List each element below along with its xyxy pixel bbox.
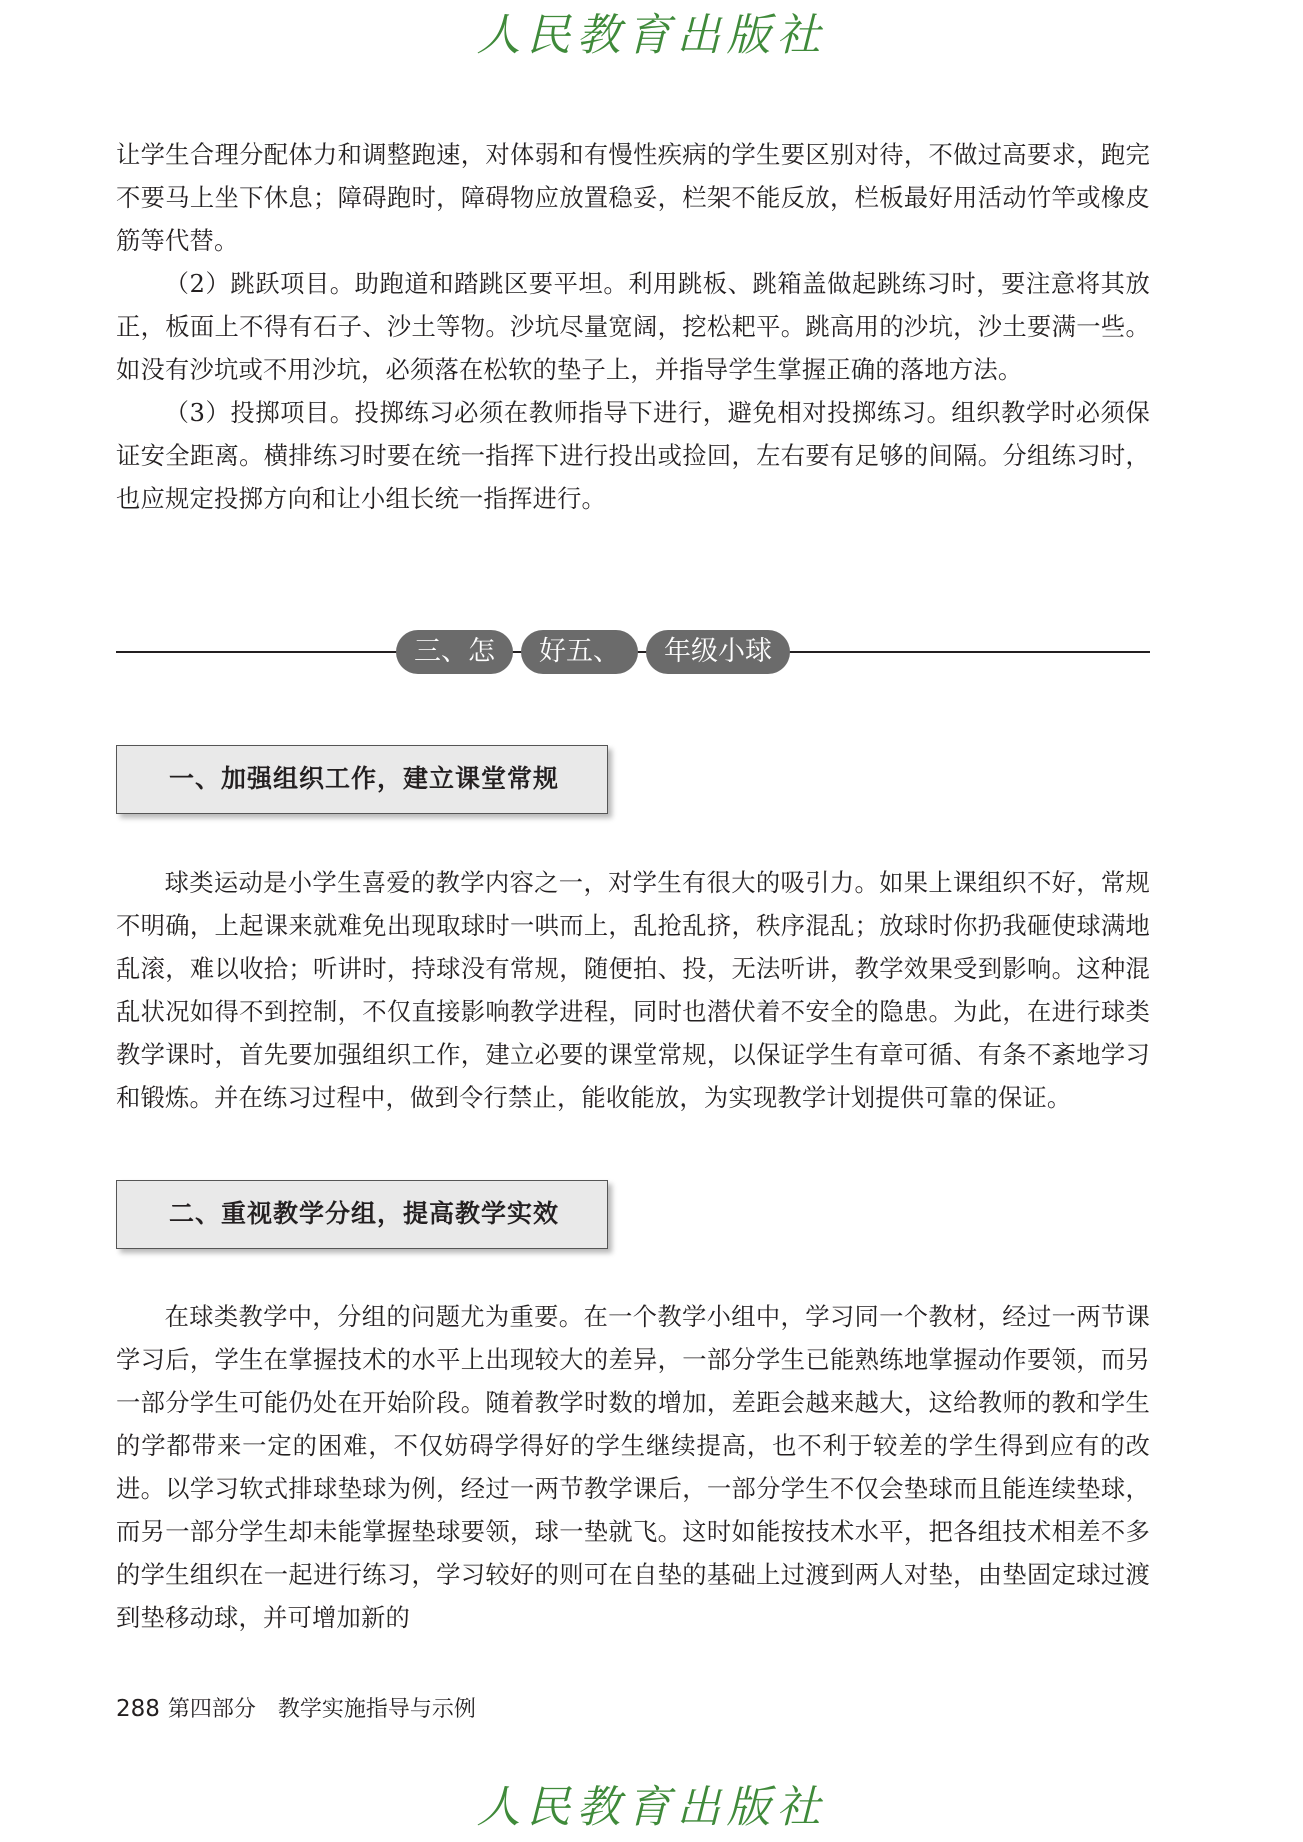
section-heading-pills bbox=[396, 627, 790, 677]
paragraph-running-safety: 让学生合理分配体力和调整跑速，对体弱和有慢性疾病的学生要区别对待，不做过高要求，跑完不要马上坐下休息；障碍跑时，障碍物应放置稳妥，栏架不能反放，栏板最好用活动竹竿或橡皮筋等代替。 bbox=[116, 140, 1150, 255]
subsection-heading-2 bbox=[116, 1180, 608, 1249]
subsection-heading-1 bbox=[116, 745, 608, 814]
section-heading bbox=[116, 627, 1150, 677]
publisher-logo-top: 人民教育出版社 bbox=[476, 10, 827, 61]
subsection-2-body bbox=[116, 1295, 1150, 1639]
paragraph-organization: 球类运动是小学生喜爱的教学内容之一，对学生有很大的吸引力。如果上课组织不好，常规不明确，上起课来就难免出现取球时一哄而上，乱抢乱挤，秩序混乱；放球时你扔我砸使球满地乱滚，难以收拾；听讲时，持球没有常规，随便拍、投，无法听讲，教学效果受到影响。这种混乱状况如得不到控制，不仅直接影响教学进程，同时也潜伏着不安全的隐患。为此，在进行球类教学课时，首先要加强组织工作，建立必要的课堂常规，以保证学生有章可循、有条不紊地学习和锻炼。并在练习过程中，做到令行禁止，能收能放，为实现教学计划提供可靠的保证。 bbox=[116, 868, 1150, 1112]
paragraph-throwing: （3）投掷项目。投掷练习必须在教师指导下进行，避免相对投掷练习。组织教学时必须保证安全距离。横排练习时要在统一指挥下进行投出或捡回，左右要有足够的间隔。分组练习时，也应规定投掷方向和让小组长统一指挥进行。 bbox=[116, 398, 1150, 513]
footer-part-title: 第四部分 bbox=[167, 1697, 256, 1722]
top-paragraphs bbox=[116, 133, 1150, 520]
page-footer bbox=[116, 1694, 476, 1725]
subsection-1-body bbox=[116, 861, 1150, 1119]
paragraph-grouping: 在球类教学中，分组的问题尤为重要。在一个教学小组中，学习同一个教材，经过一两节课学习后，学生在掌握技术的水平上出现较大的差异，一部分学生已能熟练地掌握动作要领，而另一部分学生可能仍处在开始阶段。随着教学时数的增加，差距会越来越大，这给教师的教和学生的学都带来一定的困难，不仅妨碍学得好的学生继续提高，也不利于较差的学生得到应有的改进。以学习软式排球垫球为例，经过一两节教学课后，一部分学生不仅会垫球而且能连续垫球，而另一部分学生却未能掌握垫球要领，球一垫就飞。这时如能按技术水平，把各组技术相差不多的学生组织在一起进行练习，学习较好的则可在自垫的基础上过渡到两人对垫，由垫固定球过渡到垫移动球，并可增加新的 bbox=[116, 1302, 1150, 1632]
page-number: 288 bbox=[116, 1696, 160, 1722]
section-heading-part-3: 年级小球 bbox=[646, 630, 790, 674]
section-heading-part-1: 三、怎 bbox=[396, 630, 513, 674]
footer-chapter-title: 教学实施指导与示例 bbox=[277, 1697, 476, 1722]
subsection-heading-1-text: 一、加强组织工作，建立课堂常规 bbox=[169, 764, 560, 793]
subsection-heading-2-text: 二、重视教学分组，提高教学实效 bbox=[169, 1199, 560, 1228]
publisher-logo-bottom: 人民教育出版社 bbox=[476, 1782, 827, 1833]
paragraph-jumping: （2）跳跃项目。助跑道和踏跳区要平坦。利用跳板、跳箱盖做起跳练习时，要注意将其放正，板面上不得有石子、沙土等物。沙坑尽量宽阔，挖松耙平。跳高用的沙坑，沙土要满一些。如没有沙坑或不用沙坑，必须落在松软的垫子上，并指导学生掌握正确的落地方法。 bbox=[116, 269, 1150, 384]
section-heading-part-2: 好五、 bbox=[521, 630, 638, 674]
